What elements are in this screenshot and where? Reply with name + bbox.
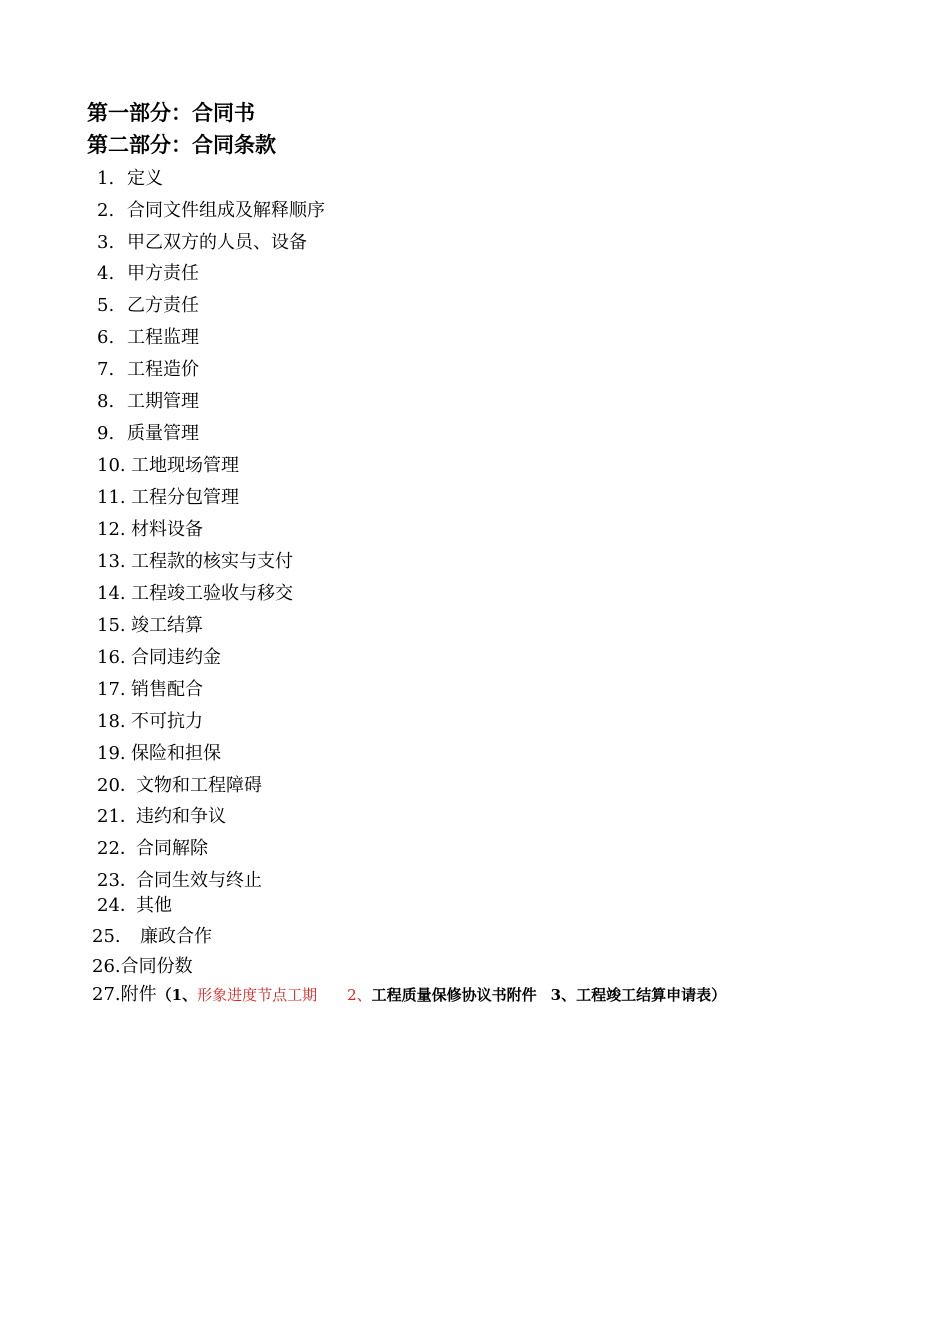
toc-item-number: 12.: [97, 519, 126, 540]
toc-item: [97, 200, 325, 222]
toc-item: [97, 391, 199, 413]
attachment-item-2-number: 2、: [347, 986, 372, 1004]
toc-item: [97, 487, 239, 509]
toc-item: [97, 743, 221, 765]
toc-item-title: 乙方责任: [127, 295, 199, 316]
toc-item-number: 20．: [97, 775, 138, 796]
toc-item-number: 17.: [97, 679, 126, 700]
toc-item-number: 24．: [97, 895, 138, 916]
toc-item-title: 质量管理: [127, 423, 199, 444]
attachment-item-3: 3、工程竣工结算申请表）: [550, 986, 727, 1004]
toc-item-title: 工程款的核实与支付: [131, 551, 293, 572]
toc-item-title: 合同违约金: [131, 647, 221, 668]
toc-item-attachments: [92, 984, 726, 1006]
attachment-item-1: 形象进度节点工期: [197, 986, 318, 1004]
toc-item-number: 15.: [97, 615, 126, 636]
toc-item-title: 保险和担保: [131, 743, 221, 764]
toc-item: [92, 926, 212, 948]
toc-item: [97, 615, 203, 637]
toc-item-title: 竣工结算: [131, 615, 203, 636]
toc-item: [97, 711, 203, 733]
toc-item-number: 1.: [97, 168, 115, 189]
toc-item-title: 工期管理: [127, 391, 199, 412]
toc-item-number: 16.: [97, 647, 126, 668]
toc-item: [97, 327, 199, 349]
toc-item-number: 2.: [97, 200, 115, 221]
toc-item-title: 工程监理: [127, 327, 199, 348]
toc-item-number: 19.: [97, 743, 126, 764]
toc-item: [97, 263, 199, 285]
part1-heading: 第一部分：合同书: [87, 101, 255, 125]
toc-item: [97, 870, 262, 892]
toc-item-title: 销售配合: [131, 679, 203, 700]
toc-item-number: 5.: [97, 295, 115, 316]
toc-item-title: 工程分包管理: [131, 487, 239, 508]
toc-item-number: 27.: [92, 984, 121, 1005]
toc-item: [97, 519, 203, 541]
toc-item-title: 材料设备: [131, 519, 203, 540]
toc-item-title: 合同文件组成及解释顺序: [127, 200, 325, 221]
toc-item: [97, 838, 208, 860]
toc-item-title: 定义: [127, 168, 163, 189]
toc-item-title: 其他: [136, 895, 172, 916]
toc-item: [97, 455, 239, 477]
toc-item-title: 甲乙双方的人员、设备: [127, 232, 307, 253]
toc-item-number: 9.: [97, 423, 115, 444]
toc-item-title: 不可抗力: [131, 711, 203, 732]
toc-item-number: 25.: [92, 926, 121, 947]
toc-item-number: 13.: [97, 551, 126, 572]
toc-item-title: 附件: [120, 984, 157, 1005]
toc-item: [97, 647, 221, 669]
toc-item-number: 23．: [97, 870, 138, 891]
toc-item: [97, 895, 172, 917]
attachments-open: （1、: [156, 986, 198, 1004]
toc-item-number: 8.: [97, 391, 115, 412]
part2-heading: 第二部分：合同条款: [87, 133, 276, 157]
toc-item-title: 合同份数: [120, 956, 193, 977]
toc-item-number: 11.: [97, 487, 126, 508]
toc-item-title: 工程造价: [127, 359, 199, 380]
toc-item-title: 工程竣工验收与移交: [131, 583, 293, 604]
toc-item-number: 14.: [97, 583, 126, 604]
toc-item: [97, 679, 203, 701]
toc-item-number: 4.: [97, 263, 115, 284]
toc-item-title: 甲方责任: [127, 263, 199, 284]
toc-item: [97, 295, 199, 317]
toc-item-title: 合同生效与终止: [136, 870, 262, 891]
toc-item-number: 3.: [97, 232, 115, 253]
toc-item-number: 7.: [97, 359, 115, 380]
toc-item: [97, 775, 262, 797]
toc-item-title: 廉政合作: [140, 926, 212, 947]
toc-item: [97, 806, 226, 828]
toc-item-number: 22．: [97, 838, 138, 859]
toc-item-number: 18.: [97, 711, 126, 732]
toc-item-title: 合同解除: [136, 838, 208, 859]
toc-item-title: 工地现场管理: [131, 455, 239, 476]
toc-item: [97, 232, 307, 254]
toc-item: [97, 551, 293, 573]
toc-item-number: 10.: [97, 455, 126, 476]
toc-item-title: 文物和工程障碍: [136, 775, 262, 796]
attachment-item-2: 工程质量保修协议书附件: [371, 986, 537, 1004]
toc-item: [97, 423, 199, 445]
toc-item: [97, 168, 163, 190]
toc-item-title: 违约和争议: [136, 806, 226, 827]
toc-item-number: 26.: [92, 956, 121, 977]
toc-item: [97, 359, 199, 381]
toc-item: [97, 583, 293, 605]
toc-item-number: 21．: [97, 806, 138, 827]
toc-item: [92, 956, 193, 978]
toc-item-number: 6.: [97, 327, 115, 348]
